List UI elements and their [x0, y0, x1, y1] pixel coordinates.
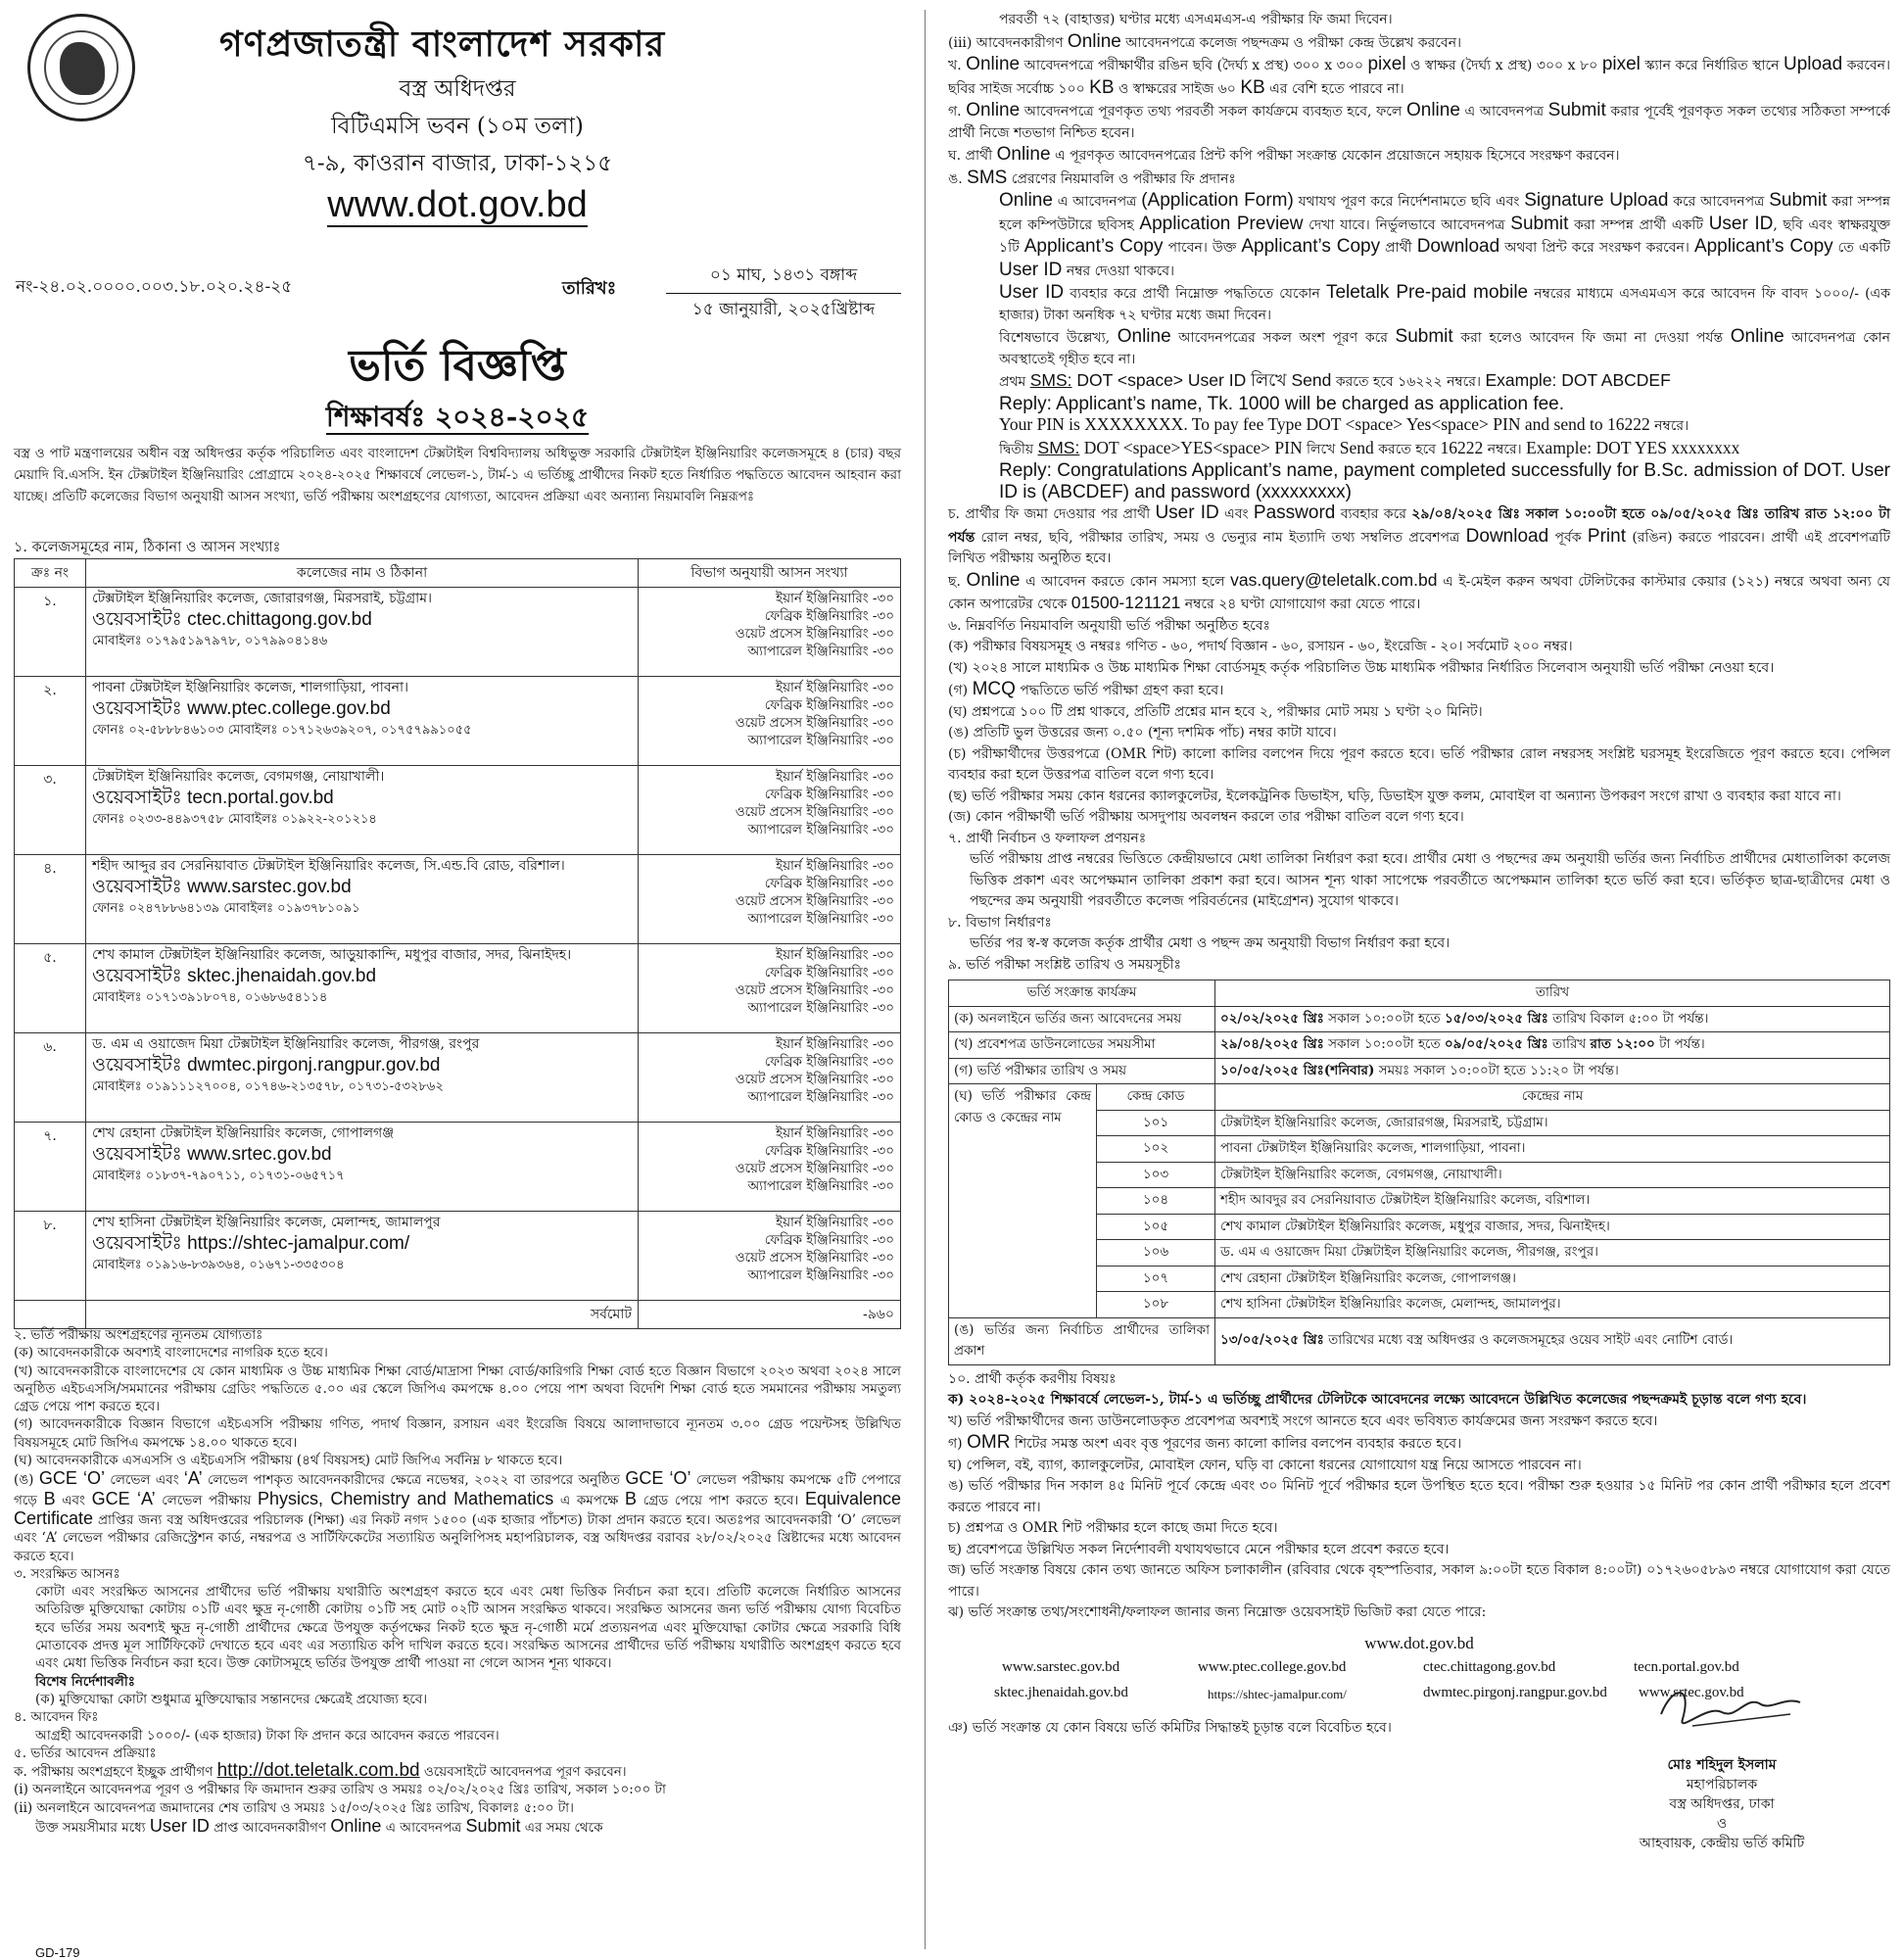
seat-item: ইয়ার্ন ইঞ্জিনিয়ারিং -৩০ [776, 769, 894, 785]
section-9-heading: ৯. ভর্তি পরীক্ষা সংশ্লিষ্ট তারিখ ও সময়সূচীঃ [948, 956, 1181, 973]
schedule-row: (ক) অনলাইনে ভর্তির জন্য আবেদনের সময় ০২/০২/২০২৫ খ্রিঃ সকাল ১০:০০টা হতে ১৫/০৩/২০২৫ খ্রিঃ তারিখ বিকাল ৫:০০ টা পর্যন্ত। [949, 1006, 1890, 1032]
center-code: ১০৭ [1097, 1266, 1215, 1292]
center-name: টেক্সটাইল ইঞ্জিনিয়ারিং কলেজ, জোরারগঞ্জ, মিরসরাই, চট্টগ্রাম। [1215, 1110, 1890, 1136]
table-row [15, 944, 901, 1033]
seat-item: ফেব্রিক ইঞ্জিনিয়ারিং -৩০ [764, 876, 894, 891]
college-name: শহীদ আব্দুর রব সেরনিয়াবাত টেক্সটাইল ইঞ্জিনিয়ারিং কলেজ, সি.এন্ড.বি রোড, বরিশাল। [92, 858, 565, 874]
table-row [15, 677, 901, 766]
center-code: ১০৫ [1097, 1214, 1215, 1240]
eligibility-gh: (ঘ) আবেদনকারীকে এসএসসি ও এইচএসসি পরীক্ষায় (৪র্থ বিষয়সহ) মোট জিপিএ সর্বনিম্ন ৮ থাকতে হবে। [14, 1453, 563, 1469]
document-code: GD-179 [35, 1945, 80, 1960]
college-website[interactable]: ওয়েবসাইটঃ www.srtec.gov.bd [92, 1144, 332, 1165]
total-row [15, 1301, 901, 1329]
center-name: ড. এম এ ওয়াজেদ মিয়া টেক্সটাইল ইঞ্জিনিয়ারিং কলেজ, পীরগঞ্জ, রংপুর। [1215, 1240, 1890, 1267]
college-website[interactable]: ওয়েবসাইটঃ sktec.jhenaidah.gov.bd [92, 966, 377, 986]
government-title: গণপ্রজাতন্ত্রী বাংলাদেশ সরকার [219, 24, 666, 65]
memo-number: নং-২৪.০২.০০০০.০০৩.১৮.০২০.২৪-২৫ [16, 277, 293, 297]
seat-item: ইয়ার্ন ইঞ্জিনিয়ারিং -৩০ [776, 591, 894, 606]
college-phone: মোবাইলঃ ০১৯১৬-৮৩৯৩৬৪, ০১৬৭১-৩৩৫৩০৪ [92, 1258, 345, 1272]
site-link[interactable]: ctec.chittagong.gov.bd [1423, 1658, 1556, 1675]
section-7-heading: ৭. প্রার্থী নির্বাচন ও ফলাফল প্রণয়নঃ [948, 830, 1147, 846]
seat-list [639, 1212, 901, 1301]
seat-item: ওয়েট প্রসেস ইঞ্জিনিয়ারিং -৩০ [735, 715, 894, 731]
college-phone: মোবাইলঃ ০১৭৯৫১৯৭৯৭৮, ০১৭৯৯০৪১৪৬ [92, 634, 328, 648]
college-website[interactable]: ওয়েবসাইটঃ www.sarstec.gov.bd [92, 877, 352, 897]
exam-rule-g: (গ) MCQ পদ্ধতিতে ভর্তি পরীক্ষা গ্রহণ করা হবে। [948, 679, 1224, 699]
college-table [14, 558, 901, 1329]
site-link[interactable]: www.ptec.college.gov.bd [1198, 1658, 1347, 1675]
college-website[interactable]: ওয়েবসাইটঃ tecn.portal.gov.bd [92, 788, 334, 808]
seat-list [639, 1123, 901, 1212]
special-instructions-heading: বিশেষ নির্দেশাবলীঃ [35, 1673, 135, 1690]
signatory-office: বস্ত্র অধিদপ্তর, ঢাকা [1669, 1796, 1775, 1812]
table-row [15, 1212, 901, 1301]
college-phone: ফোনঃ ০২৪৭৮৮৬৪১৩৯ মোবাইলঃ ০১৯৩৭৮১০৯১ [92, 901, 360, 916]
site-link[interactable]: https://shtec-jamalpur.com/ [1208, 1686, 1347, 1701]
support-email-link[interactable]: vas.query@teletalk.com.bd [1230, 569, 1438, 590]
second-sms: দ্বিতীয় SMS: DOT <space>YES<space> PIN লিখে Send করতে হবে 16222 নম্বরে। Example: DOT YES xxxxxxxx [999, 437, 1740, 457]
table-row [15, 855, 901, 944]
second-sms-reply: Reply: Congratulations Applicant’s name, payment completed successfully for B.Sc. admission of DOT. User ID is (ABCDEF) and password (xxxxxxxxx) [999, 460, 1890, 502]
seat-item: ফেব্রিক ইঞ্জিনিয়ারিং -৩০ [764, 1054, 894, 1070]
todo-ch: চ) প্রশ্নপত্র ও OMR শিট পরীক্ষার হলে কাছে জমা দিতে হবে। [948, 1520, 1278, 1536]
college-table-header [15, 559, 901, 588]
seat-item: ইয়ার্ন ইঞ্জিনিয়ারিং -৩০ [776, 858, 894, 874]
exam-rule-kh: (খ) ২০২৪ সালে মাধ্যমিক ও উচ্চ মাধ্যমিক শিক্ষা বোর্ডসমূহ কর্তৃক পরিচালিত উচ্চ মাধ্যমিক পরীক্ষার নির্ধারিত সিলেবাস অনুযায়ী ভর্তি পরীক্ষা নেওয়া হবে। [948, 659, 1775, 676]
seat-item: ইয়ার্ন ইঞ্জিনিয়ারিং -৩০ [776, 1215, 894, 1230]
eligibility-g: (গ) আবেদনকারীকে বিজ্ঞান বিভাগে এইচএসসি পরীক্ষায় গণিত, পদার্থ বিজ্ঞান, রসায়ন এবং ইংরেজি বিষয়ে আলাদাভাবে ন্যূনতম ৩.০০ গ্রেড পয়েন্টসহ উল্লিখিত বিষয়সমূহে মোট জিপিএ কমপক্ষে ১৪.০০ থাকতে হবে। [14, 1416, 901, 1451]
center-section-label: (ঘ) ভর্তি পরীক্ষার কেন্দ্র কোড ও কেন্দ্রের নাম [949, 1084, 1097, 1318]
exam-rule-ch: (চ) পরীক্ষার্থীদের উত্তরপত্রে (OMR শিট) কালো কালির বলপেন দিয়ে পূরণ করতে হবে। ভর্তি পরীক্ষার রোল নম্বরসহ সংশ্লিষ্ট ঘরসমূহ ইংরেজিতে পূরণ করতে হবে। পেন্সিল ব্যবহার করা হলে উত্তরপত্র বাতিল বলে গণ্য হবে। [948, 745, 1890, 783]
seat-item: ফেব্রিক ইঞ্জিনিয়ারিং -৩০ [764, 1232, 894, 1248]
center-name: শেখ রেহানা টেক্সটাইল ইঞ্জিনিয়ারিং কলেজ, গোপালগঞ্জ। [1215, 1266, 1890, 1292]
todo-j: জ) ভর্তি সংক্রান্ত বিষয়ে কোন তথ্য জানতে অফিস চলাকালীন (রবিবার থেকে বৃহস্পতিবার, সকাল ৯:০০টা হতে বিকাল ৪:০০টা) ০১৭২৬০৫৮৯৩ নম্বরে যোগাযোগ করা যেতে পারে। [948, 1562, 1890, 1600]
notice-dates [666, 263, 901, 324]
college-serial: ৭. [15, 1123, 86, 1212]
site-link[interactable]: tecn.portal.gov.bd [1634, 1658, 1739, 1675]
exam-rule-gh: (ঘ) প্রশ্নপত্রে ১০০ টি প্রশ্ন থাকবে, প্রতিটি প্রশ্নের মান হবে ২, পরীক্ষার মোট সময় ১ ঘণ্টা ২০ মিনিট। [948, 703, 1483, 720]
college-serial: ১. [15, 588, 86, 677]
center-name: শেখ হাসিনা টেক্সটাইল ইঞ্জিনিয়ারিং কলেজ, মেলান্দহ, জামালপুর। [1215, 1292, 1890, 1318]
seat-item: ওয়েট প্রসেস ইঞ্জিনিয়ারিং -৩০ [735, 982, 894, 998]
total-value: -৯৬০ [639, 1301, 901, 1329]
site-link[interactable]: dwmtec.pirgonj.rangpur.gov.bd [1423, 1684, 1607, 1700]
section-4-heading: ৪. আবেদন ফিঃ [14, 1709, 99, 1726]
exam-rule-j: (জ) কোন পরীক্ষার্থী ভর্তি পরীক্ষায় অসদুপায় অবলম্বন করলে তার পরীক্ষা বাতিল বলে গণ্য হবে। [948, 809, 1464, 825]
intro-paragraph: বস্ত্র ও পাট মন্ত্রণালয়ের অধীন বস্ত্র অধিদপ্তর কর্তৃক পরিচালিত এবং বাংলাদেশ টেক্সটাইল বিশ্ববিদ্যালয় অধিভুক্ত সরকারি টেক্সটাইল ইঞ্জিনিয়ারিং কলেজসমূহে ৪ (চার) বছর মেয়াদি বি.এসসি. ইন টেক্সটাইল ইঞ্জিনিয়ারিং প্রোগ্রামে ২০২৪-২০২৫ শিক্ষাবর্ষে লেভেল-১, টার্ম-১ এ ভর্তিচ্ছু প্রার্থীদের নিকট হতে নির্ধারিত পদ্ধতিতে আবেদন আহবান করা যাচ্ছে। প্রতিটি কলেজের বিভাগ অনুযায়ী আসন সংখ্যা, ভর্তি পরীক্ষায় অংশগ্রহণের যোগ্যতা, আবেদন প্রক্রিয়া এবং অন্যান্য নিয়মাবলি নিম্নরূপঃ [14, 446, 901, 504]
seat-item: ইয়ার্ন ইঞ্জিনিয়ারিং -৩০ [776, 1036, 894, 1052]
college-name: টেক্সটাইল ইঞ্জিনিয়ারিং কলেজ, জোরারগঞ্জ, মিরসরাই, চট্টগ্রাম। [92, 591, 432, 606]
schedule-row: (ঙ) ভর্তির জন্য নির্বাচিত প্রার্থীদের তালিকা প্রকাশ ১৩/০৫/২০২৫ খ্রিঃ তারিখের মধ্যে বস্ত্র অধিদপ্তর ও কলেজসমূহের ওয়েব সাইট এবং নোটিশ বোর্ড। [949, 1317, 1890, 1364]
table-row [15, 766, 901, 855]
session-title: শিক্ষাবর্ষঃ ২০২৪-২০২৫ [325, 401, 590, 433]
seat-list [639, 1033, 901, 1123]
date-label: তারিখঃ [562, 278, 617, 299]
process-kh: খ. Online আবেদনপত্রে পরীক্ষার্থীর রঙিন ছবি (দৈর্ঘ্য x প্রস্থ) ৩০০ x ৩০০ pixel ও স্বাক্ষর (দৈর্ঘ্য x প্রস্থ) ৩০০ x ৮০ pixel স্ক্যান করে নির্ধারিত স্থানে Upload করবেন। ছবির সাইজ সর্বোচ্চ ১০০ KB ও স্বাক্ষরের সাইজ ৬০ KB এর বেশি হতে পারবে না। [948, 54, 1890, 98]
seat-item: ইয়ার্ন ইঞ্জিনিয়ারিং -৩০ [776, 947, 894, 963]
application-process-continued [948, 10, 1890, 1624]
seat-list [639, 588, 901, 677]
college-serial: ৩. [15, 766, 86, 855]
process-gh: ঘ. প্রার্থী Online এ পূরণকৃত আবেদনপত্রের প্রিন্ট কপি পরীক্ষা সংক্রান্ত যেকোন প্রয়োজনে সহায়ক হিসেবে সংরক্ষণ করবেন। [948, 144, 1620, 165]
signature-icon [1653, 1675, 1810, 1744]
college-serial: ৪. [15, 855, 86, 944]
college-website[interactable]: ওয়েবসাইটঃ www.ptec.college.gov.bd [92, 698, 391, 719]
todo-kh: খ) ভর্তি পরীক্ষার্থীদের জন্য ডাউনলোডকৃত প্রবেশপত্র অবশ্যই সংগে আনতে হবে এবং ভবিষ্যত কার্যক্রমের জন্য সংরক্ষণ করতে হবে। [948, 1412, 1658, 1429]
section-6-heading: ৬. নিম্নবর্ণিত নিয়মাবলি অনুযায়ী ভর্তি পরীক্ষা অনুষ্ঠিত হবেঃ [948, 617, 1270, 634]
section-8-heading: ৮. বিভাগ নির্ধারণঃ [948, 914, 1052, 931]
seat-item: ফেব্রিক ইঞ্জিনিয়ারিং -৩০ [764, 608, 894, 624]
seat-item: ওয়েট প্রসেস ইঞ্জিনিয়ারিং -৩০ [735, 1250, 894, 1266]
seat-item: ইয়ার্ন ইঞ্জিনিয়ারিং -৩০ [776, 680, 894, 695]
sms-userid-payment: User ID ব্যবহার করে প্রার্থী নিম্নোক্ত পদ্ধতিতে যেকোন Teletalk Pre-paid mobile নম্বরের মাধ্যমে এসএমএস করে আবেদন ফি বাবদ ১০০০/- (এক হাজার) টাকা অনধিক ৭২ ঘণ্টার মধ্যে জমা দিবেন। [999, 282, 1890, 323]
todo-g: গ) OMR শিটের সমস্ত অংশ এবং বৃত্ত পূরণের জন্য কালো কালির বলপেন ব্যবহার করতে হবে। [948, 1432, 1462, 1453]
department-body: ভর্তির পর স্ব-স্ব কলেজ কর্তৃক প্রার্থীর মেধা ও পছন্দ ক্রম অনুযায়ী বিভাগ নির্ধারণ করা হবে। [970, 935, 1451, 951]
eligibility-kh: (খ) আবেদনকারীকে বাংলাদেশের যে কোন মাধ্যমিক ও উচ্চ মাধ্যমিক শিক্ষা বোর্ড/মাদ্রাসা শিক্ষা বোর্ড/কারিগরি শিক্ষা বোর্ড হতে বিজ্ঞান বিভাগে ২০২৩ অথবা ২০২৪ সালে অনুষ্ঠিত এইচএসসি/সমমানের পরীক্ষায় গ্রেডিং পদ্ধতিতে ৫.০০ এর স্কেলে জিপিএ কমপক্ষে ৪.০০ পেয়ে পাশ অথবা বিদেশি শিক্ষা বোর্ড হতে সমমানের পরীক্ষায় সমতুল্য গ্রেড পেয়ে পাশ করতে হবে। [14, 1362, 901, 1415]
eligibility-k: (ক) আবেদনকারীকে অবশ্যই বাংলাদেশের নাগরিক হতে হবে। [14, 1345, 328, 1362]
seat-list [639, 766, 901, 855]
building-name: বিটিএমসি ভবন (১০ম তলা) [331, 114, 584, 139]
college-name: শেখ হাসিনা টেক্সটাইল ইঞ্জিনিয়ারিং কলেজ, মেলান্দহ, জামালপুর [92, 1215, 441, 1230]
center-code: ১০৮ [1097, 1292, 1215, 1318]
todo-ng: ঙ) ভর্তি পরীক্ষার দিন সকাল ৪৫ মিনিট পূর্বে কেন্দ্রে এবং ৩০ মিনিট পূর্বে পরীক্ষার হলে উপস্থিত হতে হবে। পরীক্ষা শুরু হওয়ার ১৫ মিনিট পর কোন প্রার্থী পরীক্ষার হলে প্রবেশ করতে পারবে না। [948, 1478, 1890, 1515]
college-info [86, 1123, 639, 1212]
main-site-row [948, 1634, 1890, 1659]
college-name: টেক্সটাইল ইঞ্জিনিয়ারিং কলেজ, বেগমগঞ্জ, নোয়াখালী। [92, 769, 385, 785]
college-serial: ৫. [15, 944, 86, 1033]
college-name: শেখ রেহানা টেক্সটাইল ইঞ্জিনিয়ারিং কলেজ, গোপালগঞ্জ [92, 1125, 395, 1141]
schedule-row: (গ) ভর্তি পরীক্ষার তারিখ ও সময় ১০/০৫/২০২৫ খ্রিঃ(শনিবার) সময়ঃ সকাল ১০:০০টা হতে ১১:২০ টা পর্যন্ত। [949, 1058, 1890, 1084]
section-5-heading: ৫. ভর্তির আবেদন প্রক্রিয়াঃ [14, 1745, 157, 1761]
col-activity: ভর্তি সংক্রান্ত কার্যক্রম [949, 980, 1215, 1007]
col-date: তারিখ [1215, 980, 1890, 1007]
header-website[interactable]: www.dot.gov.bd [327, 184, 588, 225]
col-center-code: কেন্দ্র কোড [1097, 1084, 1215, 1111]
seat-item: অ্যাপারেল ইঞ্জিনিয়ারিং -৩০ [747, 733, 894, 748]
seat-item: অ্যাপারেল ইঞ্জিনিয়ারিং -৩০ [747, 1267, 894, 1283]
section-10-heading: ১০. প্রার্থী কর্তৃক করণীয় বিষয়ঃ [948, 1370, 1117, 1387]
seat-item: অ্যাপারেল ইঞ্জিনিয়ারিং -৩০ [747, 1089, 894, 1105]
seat-item: ফেব্রিক ইঞ্জিনিয়ারিং -৩০ [764, 1143, 894, 1159]
sms-instructions: Online এ আবেদনপত্র (Application Form) যথাযথ পূরণ করে নির্দেশনামতে ছবি এবং Signature Upload করে আবেদনপত্র Submit করা সম্পন্ন হলে কম্পিউটারে ছবিসহ Application Preview দেখা যাবে। নির্ভুলভাবে আবেদনপত্র Submit করা সম্পন্ন প্রার্থী একটি User ID, ছবি এবং স্বাক্ষরযুক্ত ১টি Applicant’s Copy পাবেন। উক্ত Applicant’s Copy প্রার্থী Download অথবা প্রিন্ট করে সংরক্ষণ করবেন। Applicant’s Copy তে একটি User ID নম্বর দেওয়া থাকবে। [999, 190, 1890, 280]
col-serial: ক্রঃ নং [15, 559, 86, 588]
college-website[interactable]: ওয়েবসাইটঃ dwmtec.pirgonj.rangpur.gov.bd [92, 1055, 441, 1076]
center-name: পাবনা টেক্সটাইল ইঞ্জিনিয়ারিং কলেজ, শালগাড়িয়া, পাবনা। [1215, 1136, 1890, 1163]
col-center-name: কেন্দ্রের নাম [1215, 1084, 1890, 1111]
seat-item: অ্যাপারেল ইঞ্জিনিয়ারিং -৩০ [747, 911, 894, 927]
college-website[interactable]: ওয়েবসাইটঃ https://shtec-jamalpur.com/ [92, 1233, 410, 1254]
process-ch: চ. প্রার্থীর ফি জমা দেওয়ার পর প্রার্থী User ID এবং Password ব্যবহার করে ২৯/০৪/২০২৫ খ্রিঃ সকাল ১০:০০টা হতে ০৯/০৫/২০২৫ খ্রিঃ তারিখ রাত ১২:০০ টা পর্যন্ত রোল নম্বর, ছবি, পরীক্ষার তারিখ, সময় ও ভেন্যুর নাম ইত্যাদি তথ্য সম্বলিত প্রবেশপত্র Download পূর্বক Print (রঙিন) করতে পারবেন। প্রার্থী এই প্রবেশপত্রটি লিখিত পরীক্ষায় অনুষ্ঠিত হবে। [948, 502, 1890, 566]
todo-gh: ঘ) পেন্সিল, বই, ব্যাগ, ক্যালকুলেটর, মোবাইল ফোন, ঘড়ি বা কোনো ধরনের যোগাযোগ যন্ত্র নিয়ে আসতে পারবেন না। [948, 1457, 1582, 1473]
center-code: ১০৪ [1097, 1188, 1215, 1215]
letterhead [14, 10, 901, 260]
college-phone: মোবাইলঃ ০১৯১১১২৭০০৪, ০১৭৪৬-২১৩৫৭৮, ০১৭৩১-৫৩২৮৬২ [92, 1079, 444, 1094]
site-link[interactable]: www.srtec.gov.bd [1639, 1684, 1744, 1700]
college-serial: ৮. [15, 1212, 86, 1301]
right-column [948, 10, 1890, 1851]
table-row [15, 1033, 901, 1123]
center-name: টেক্সটাইল ইঞ্জিনিয়ারিং কলেজ, বেগমগঞ্জ, নোয়াখালী। [1215, 1162, 1890, 1188]
seat-item: অ্যাপারেল ইঞ্জিনিয়ারিং -৩০ [747, 822, 894, 837]
college-serial: ৬. [15, 1033, 86, 1123]
seat-list [639, 855, 901, 944]
college-phone: মোবাইলঃ ০১৮৩৭-৭৯০৭১১, ০১৭৩১-০৬৫৭১৭ [92, 1169, 345, 1183]
site-link[interactable]: www.sarstec.gov.bd [1002, 1658, 1120, 1675]
todo-chh: ছ) প্রবেশপত্রে উল্লিখিত সকল নির্দেশাবলী যথাযথভাবে মেনে পরীক্ষার হলে প্রবেশ করতে হবে। [948, 1541, 1450, 1557]
process-iii: (iii) আবেদনকারীগণ Online আবেদনপত্রে কলেজ পছন্দক্রম ও পরীক্ষা কেন্দ্র উল্লেখ করবেন। [948, 30, 1462, 52]
seat-item: ওয়েট প্রসেস ইঞ্জিনিয়ারিং -৩০ [735, 1161, 894, 1176]
fee-body: আগ্রহী আবেদনকারী ১০০০/- (এক হাজার) টাকা ফি প্রদান করে আবেদন করতে পারবেন। [35, 1727, 500, 1744]
reserved-seats-body: কোটা এবং সংরক্ষিত আসনের প্রার্থীদের ভর্তি পরীক্ষায় যথারীতি অংশগ্রহণ করতে হবে এবং মেধা ভিত্তিক নির্বাচন করা হবে। প্রতিটি কলেজে নির্ধারিত আসনের অতিরিক্ত মুক্তিযোদ্ধা কোটায় ০১টি এবং ক্ষুদ্র নৃ-গোষ্ঠী কোটায় ০১টি সহ মোট ০২টি আসন সংরক্ষিত থাকবে। সংরক্ষিত আসনের জন্য ভর্তি পরীক্ষায় যোগ্য বিবেচিত হবে ভর্তির সময় অবশ্যই ক্ষুদ্র নৃ-গোষ্ঠী প্রার্থীদের ক্ষেত্রে উপযুক্ত কর্তৃপক্ষের নিকট হতে ক্ষুদ্র নৃ-গোষ্ঠী মর্মে প্রত্যয়নপত্র এবং মুক্তিযোদ্ধা কোটার ক্ষেত্রে সরকারি বিধি মোতাবেক প্রদত্ত মূল সার্টিফিকেট দেখাতে হবে এবং এর সত্যায়িত কপি দাখিল করতে হবে। সংরক্ষিত আসনের প্রার্থীদের ভর্তি পরীক্ষায় যথারীতি অংশগ্রহণ করতে হবে এবং মেধা ভিত্তিক নির্বাচন করা হবে। উক্ত কোটাসমূহে ভর্তির উপযুক্ত প্রার্থী পাওয়া না গেলে আসন শূন্য থাকবে। [35, 1584, 901, 1672]
table-row [15, 1123, 901, 1212]
college-phone: ফোনঃ ০২-৫৮৮৮৪৬১০৩ মোবাইলঃ ০১৭১২৬৩৯২০৭, ০১৭৫৭৯৯১০৫৫ [92, 723, 472, 738]
department-name: বস্ত্র অধিদপ্তর [399, 76, 516, 102]
college-info [86, 855, 639, 944]
college-name: ড. এম এ ওয়াজেদ মিয়া টেক্সটাইল ইঞ্জিনিয়ারিং কলেজ, পীরগঞ্জ, রংপুর [92, 1036, 480, 1052]
section-3-heading: ৩. সংরক্ষিত আসনঃ [14, 1565, 120, 1582]
seat-list [639, 677, 901, 766]
center-code: ১০২ [1097, 1136, 1215, 1163]
center-header [949, 1084, 1890, 1111]
todo-jh: ঝ) ভর্তি সংক্রান্ত তথ্য/সংশোধনী/ফলাফল জানার জন্য নিম্নোক্ত ওয়েবসাইট ভিজিট করা যেতে পারে: [948, 1604, 1487, 1620]
exam-rule-chh: (ছ) ভর্তি পরীক্ষার সময় কোন ধরনের ক্যালকুলেটর, ইলেকট্রনিক ডিভাইস, ঘড়ি, ডিভাইস যুক্ত কলম, মোবাইল বা অন্যান্য উপকরণ সংগে রাখা ও ব্যবহার করা যাবে না। [948, 788, 1841, 804]
first-sms-reply: Reply: Applicant’s name, Tk. 1000 will be charged as application fee. [999, 393, 1565, 414]
first-sms: প্রথম SMS: DOT <space> User ID লিখে Send করতে হবে ১৬২২২ নম্বরে। Example: DOT ABCDEF [999, 370, 1671, 390]
process-tail: উক্ত সময়সীমার মধ্যে User ID প্রাপ্ত আবেদনকারীগণ Online এ আবেদনপত্র Submit এর সময় থেকে [35, 1816, 603, 1837]
college-info [86, 766, 639, 855]
pin-message: Your PIN is XXXXXXXX. To pay fee Type DOT <space> Yes<space> PIN and send to 16222 নম্বরে। [999, 414, 1689, 434]
exam-rule-ng: (ঙ) প্রতিটি ভুল উত্তরের জন্য ০.৫০ (শূন্য দশমিক পাঁচ) নম্বর কাটা যাবে। [948, 725, 1337, 741]
process-i: (i) অনলাইনে আবেদনপত্র পূরণ ও পরীক্ষার ফি জমাদান শুরুর তারিখ ও সময়ঃ ০২/০২/২০২৫ খ্রিঃ তারিখ, সকাল ১০:০০ টা [14, 1782, 666, 1798]
center-name: শহীদ আবদুর রব সেরনিয়াবাত টেক্সটাইল ইঞ্জিনিয়ারিং কলেজ, বরিশাল। [1215, 1188, 1890, 1215]
seat-item: ওয়েট প্রসেস ইঞ্জিনিয়ারিং -৩০ [735, 804, 894, 820]
process-r1: পরবর্তী ৭২ (বাহাত্তর) ঘণ্টার মধ্যে এসএমএস-এ পরীক্ষার ফি জমা দিবেন। [999, 12, 1393, 27]
schedule-header [949, 980, 1890, 1007]
seat-item: ওয়েট প্রসেস ইঞ্জিনিয়ারিং -৩০ [735, 893, 894, 909]
date-bangla: ০১ মাঘ, ১৪৩১ বঙ্গাব্দ [666, 263, 901, 294]
site-link[interactable]: sktec.jhenaidah.gov.bd [994, 1684, 1128, 1700]
total-label: সর্বমোট [86, 1301, 639, 1329]
eligibility-ng: (ঙ) GCE ‘O’ লেভেল এবং ‘A’ লেভেল পাশকৃত আবেদনকারীদের ক্ষেত্রে নভেম্বর, ২০২২ বা তারপরে অনুষ্ঠিত GCE ‘O’ লেভেল পরীক্ষায় কমপক্ষে ৫টি পেপারে গড়ে B এবং GCE ‘A’ লেভেল পরীক্ষায় Physics, Chemistry and Mathematics এ কমপক্ষে B গ্রেড পেয়ে পাশ করতে হবে। Equivalence Certificate প্রাপ্তির জন্য বস্ত্র অধিদপ্তরের পরিচালক (শিক্ষা) এর নিকট নগদ ১৫০০ (এক হাজার পাঁচশত) টাকা প্রদান করতে হবে। অতঃপর আবেদনকারী ‘O’ লেভেল এবং ‘A’ লেভেল পরীক্ষার রেজিস্ট্রেশন কার্ড, নম্বরপত্র ও সার্টিফিকেটের সত্যায়িত অনুলিপিসহ মহাপরিচালক, বস্ত্র অধিদপ্তর বরাবর ২৮/০২/২০২৫ খ্রিষ্টাব্দের মধ্যে আবেদন করতে হবে। [14, 1468, 902, 1564]
seat-item: ওয়েট প্রসেস ইঞ্জিনিয়ারিং -৩০ [735, 626, 894, 642]
notice-title: ভর্তি বিজ্ঞপ্তি [349, 341, 566, 391]
left-column [14, 10, 902, 1960]
col-college: কলেজের নাম ও ঠিকানা [86, 559, 639, 588]
process-chh: ছ. Online এ আবেদন করতে কোন সমস্যা হলে vas.query@teletalk.com.bd এ ই-মেইল করুন অথবা টেলিটকের কাস্টমার কেয়ার (১২১) নম্বরে অথবা অন্য যে কোন অপারেটর থেকে 01500-121121 নম্বরে ২৪ ঘণ্টা যোগাযোগ করা যেতে পারে। [948, 569, 1890, 612]
special-instruction-k: (ক) মুক্তিযোদ্ধা কোটা শুধুমাত্র মুক্তিযোদ্ধার সন্তানদের ক্ষেত্রেই প্রযোজ্য হবে। [35, 1691, 428, 1707]
final-note: ঞ) ভর্তি সংক্রান্ত যে কোন বিষয়ে ভর্তি কমিটির সিদ্ধান্তই চূড়ান্ত বলে বিবেচিত হবে। [948, 1719, 1392, 1736]
seat-list [639, 944, 901, 1033]
signature-block [1624, 1755, 1820, 1853]
schedule-row: (খ) প্রবেশপত্র ডাউনলোডের সময়সীমা ২৯/০৪/২০২৫ খ্রিঃ সকাল ১০:০০টা হতে ০৯/০৫/২০২৫ খ্রিঃ তারিখ রাত ১২:০০ টা পর্যন্ত। [949, 1032, 1890, 1059]
signatory-title: মহাপরিচালক [1686, 1777, 1758, 1793]
seat-item: ইয়ার্ন ইঞ্জিনিয়ারিং -৩০ [776, 1125, 894, 1141]
college-name: পাবনা টেক্সটাইল ইঞ্জিনিয়ারিং কলেজ, শালগাড়িয়া, পাবনা। [92, 680, 409, 695]
center-code: ১০৩ [1097, 1162, 1215, 1188]
college-website[interactable]: ওয়েবসাইটঃ ctec.chittagong.gov.bd [92, 609, 372, 630]
seat-item: অ্যাপারেল ইঞ্জিনিয়ারিং -৩০ [747, 1178, 894, 1194]
process-ii: (ii) অনলাইনে আবেদনপত্র জমাদানের শেষ তারিখ ও সময়ঃ ১৫/০৩/২০২৫ খ্রিঃ তারিখ, বিকালঃ ৫:০০ টা। [14, 1799, 574, 1816]
college-phone: ফোনঃ ০২৩৩-৪৪৯৩৭৫৮ মোবাইলঃ ০১৯২২-২০১২১৪ [92, 812, 377, 827]
date-english: ১৫ জানুয়ারী, ২০২৫খ্রিষ্টাব্দ [691, 300, 876, 319]
todo-k: ক) ২০২৪-২০২৫ শিক্ষাবর্ষে লেভেল-১, টার্ম-১ এ ভর্তিচ্ছু প্রার্থীদের টেলিটকে আবেদনের লক্ষ্যে আবেদনে উল্লিখিত কলেজের পছন্দক্রমই চূড়ান্ত বলে গণ্য হবে। [948, 1392, 1807, 1408]
signatory-and: ও [1716, 1816, 1728, 1832]
seat-item: ফেব্রিক ইঞ্জিনিয়ারিং -৩০ [764, 787, 894, 802]
signatory-role: আহবায়ক, কেন্দ্রীয় ভর্তি কমিটি [1639, 1836, 1805, 1851]
college-info [86, 1212, 639, 1301]
signatory-name: মোঃ শহিদুল ইসলাম [1667, 1757, 1777, 1773]
seat-item: অ্যাপারেল ইঞ্জিনিয়ারিং -৩০ [747, 1000, 894, 1016]
exam-rule-k: (ক) পরীক্ষার বিষয়সমূহ ও নম্বরঃ গণিত - ৬০, পদার্থ বিজ্ঞান - ৬০, রসায়ন - ৬০, ইংরেজি - ২০। সর্বমোট ২০০ নম্বর। [948, 639, 1573, 654]
sms-special-note: বিশেষভাবে উল্লেখ্য, Online আবেদনপত্রের সকল অংশ পূরণ করে Submit করা হলেও আবেদন ফি জমা না দেওয়া পর্যন্ত Online আবেদনপত্র কোন অবস্থাতেই গৃহীত হবে না। [999, 326, 1890, 367]
seat-item: অ্যাপারেল ইঞ্জিনিয়ারিং -৩০ [747, 644, 894, 659]
college-info [86, 1033, 639, 1123]
section-2-heading: ২. ভর্তি পরীক্ষায় অংশগ্রহণের ন্যূনতম যোগ্যতাঃ [14, 1327, 263, 1343]
college-name: শেখ কামাল টেক্সটাইল ইঞ্জিনিয়ারিং কলেজ, আড়ুয়াকান্দি, মধুপুর বাজার, সদর, ঝিনাইদহ। [92, 947, 572, 963]
process-ng: ঙ. SMS প্রেরণের নিয়মাবলি ও পরীক্ষার ফি প্রদানঃ [948, 167, 1236, 188]
table-row [15, 588, 901, 677]
seat-item: ওয়েট প্রসেস ইঞ্জিনিয়ারিং -৩০ [735, 1072, 894, 1087]
selection-body: ভর্তি পরীক্ষায় প্রাপ্ত নম্বরের ভিত্তিতে কেন্দ্রীয়ভাবে মেধা তালিকা নির্ধারণ করা হবে। প্রার্থীর মেধা ও পছন্দের ক্রম অনুযায়ী ভর্তির জন্য নির্বাচিত প্রার্থীদের মেধাতালিকা কলেজ ভিত্তিক প্রকাশ এবং অপেক্ষমান তালিকা প্রকাশ করা হবে। আসন শূন্য থাকা সাপেক্ষে পরবর্তীতে অপেক্ষমান তালিকা হতে ভর্তি করা হবে। ভর্তিকৃত ছাত্র-ছাত্রীদের মেধা ও পছন্দের ক্রম অনুযায়ী পরবর্তীতে কলেজ পরিবর্তনের (মাইগ্রেশন) সুযোগ থাকবে। [970, 851, 1890, 909]
center-name: শেখ কামাল টেক্সটাইল ইঞ্জিনিয়ারিং কলেজ, মধুপুর বাজার, সদর, ঝিনাইদহ। [1215, 1214, 1890, 1240]
schedule-table [948, 980, 1890, 1365]
office-address: ৭-৯, কাওরান বাজার, ঢাকা-১২১৫ [302, 151, 613, 176]
center-code: ১০৬ [1097, 1240, 1215, 1267]
section-1-heading: ১. কলেজসমূহের নাম, ঠিকানা ও আসন সংখ্যাঃ [14, 540, 281, 555]
seat-item: ফেব্রিক ইঞ্জিনিয়ারিং -৩০ [764, 697, 894, 713]
college-info [86, 944, 639, 1033]
college-phone: মোবাইলঃ ০১৭১৩৯১৮০৭৪, ০১৬৮৬৫৪১১৪ [92, 990, 328, 1005]
college-serial: ২. [15, 677, 86, 766]
application-url-link[interactable]: http://dot.teletalk.com.bd [216, 1760, 420, 1782]
column-divider [925, 10, 926, 1949]
college-info [86, 677, 639, 766]
eligibility-and-process [14, 1326, 901, 1837]
seat-item: ফেব্রিক ইঞ্জিনিয়ারিং -৩০ [764, 965, 894, 980]
center-code: ১০১ [1097, 1110, 1215, 1136]
process-g: গ. Online আবেদনপত্রে পূরণকৃত তথ্য পরবর্তী সকল কার্যক্রমে ব্যবহৃত হবে, ফলে Online এ আবেদনপত্র Submit করার পূর্বেই পূরণকৃত সকল তথ্যের সঠিকতা সম্পর্কে প্রার্থী নিজে শতভাগ নিশ্চিত হবেন। [948, 100, 1890, 141]
main-site-link[interactable]: www.dot.gov.bd [1364, 1633, 1474, 1652]
process-k: ক. পরীক্ষায় অংশগ্রহণে ইচ্ছুক প্রার্থীগণ http://dot.teletalk.com.bd ওয়েবসাইটে আবেদনপত্র পূরণ করবেন। [14, 1760, 627, 1782]
college-info [86, 588, 639, 677]
col-seats: বিভাগ অনুযায়ী আসন সংখ্যা [639, 559, 901, 588]
